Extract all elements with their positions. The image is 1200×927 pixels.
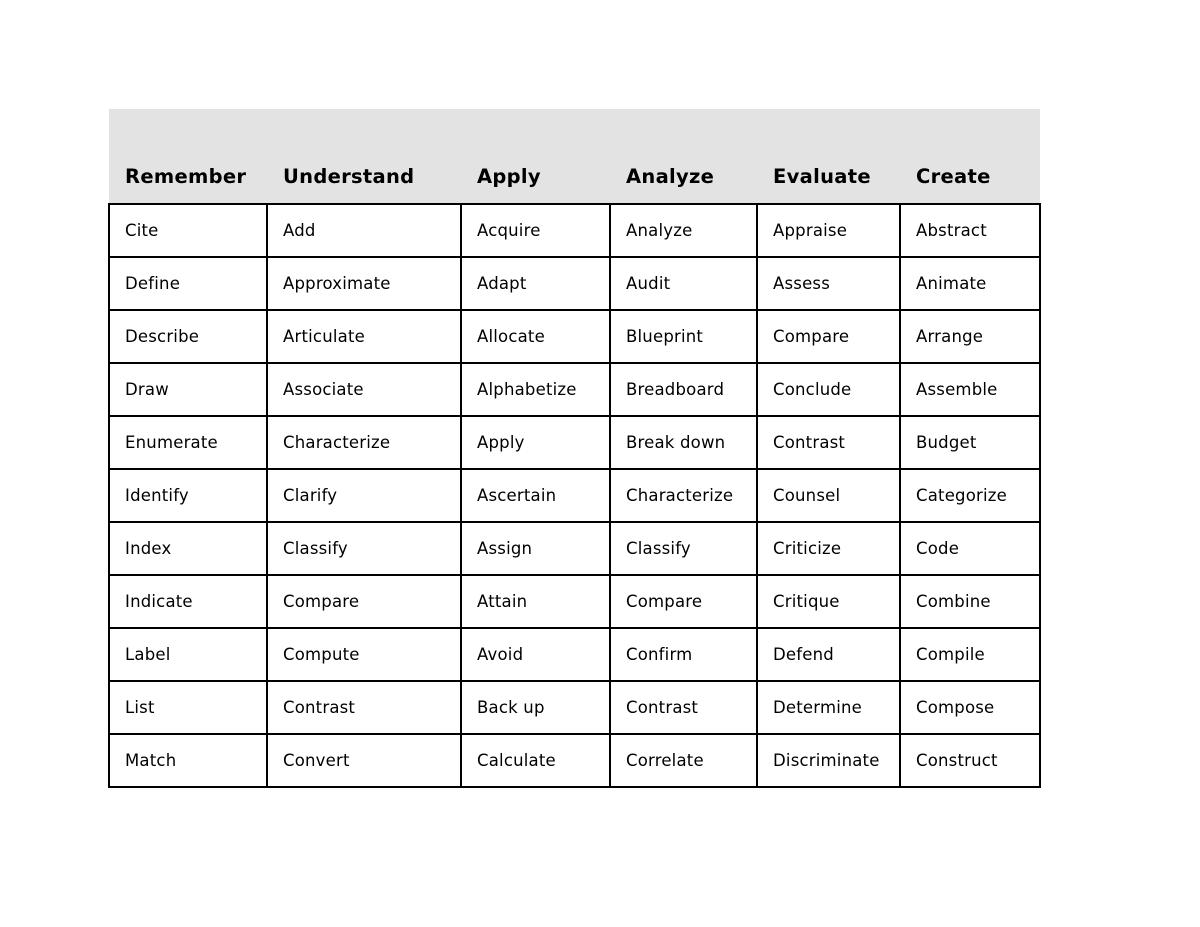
table-cell: Classify bbox=[610, 522, 757, 575]
table-cell: Avoid bbox=[461, 628, 610, 681]
table-cell: Contrast bbox=[610, 681, 757, 734]
table-cell: Contrast bbox=[267, 681, 461, 734]
table-cell: Compose bbox=[900, 681, 1040, 734]
table-cell: Blueprint bbox=[610, 310, 757, 363]
table-row bbox=[109, 681, 1040, 734]
column-header: Create bbox=[900, 109, 1040, 204]
table-header bbox=[109, 109, 1040, 204]
table-cell: Associate bbox=[267, 363, 461, 416]
table-cell: Contrast bbox=[757, 416, 900, 469]
table-cell: Allocate bbox=[461, 310, 610, 363]
table-cell: Criticize bbox=[757, 522, 900, 575]
table-cell: Convert bbox=[267, 734, 461, 787]
table-cell: Compare bbox=[757, 310, 900, 363]
table-cell: Enumerate bbox=[109, 416, 267, 469]
table-cell: Label bbox=[109, 628, 267, 681]
table-cell: Back up bbox=[461, 681, 610, 734]
table-body bbox=[109, 204, 1040, 787]
column-header: Remember bbox=[109, 109, 267, 204]
table-cell: Defend bbox=[757, 628, 900, 681]
table-cell: Break down bbox=[610, 416, 757, 469]
table-cell: Assemble bbox=[900, 363, 1040, 416]
table-cell: Index bbox=[109, 522, 267, 575]
table-cell: Code bbox=[900, 522, 1040, 575]
table-cell: Audit bbox=[610, 257, 757, 310]
table-cell: Budget bbox=[900, 416, 1040, 469]
table-cell: Appraise bbox=[757, 204, 900, 257]
table-cell: Counsel bbox=[757, 469, 900, 522]
table-row bbox=[109, 628, 1040, 681]
table-cell: Arrange bbox=[900, 310, 1040, 363]
blooms-taxonomy-verb-table bbox=[108, 109, 1041, 788]
column-header: Apply bbox=[461, 109, 610, 204]
table-row bbox=[109, 310, 1040, 363]
table-cell: Correlate bbox=[610, 734, 757, 787]
table-cell: Critique bbox=[757, 575, 900, 628]
table-cell: Assign bbox=[461, 522, 610, 575]
table-cell: Analyze bbox=[610, 204, 757, 257]
table-row bbox=[109, 416, 1040, 469]
table-cell: Cite bbox=[109, 204, 267, 257]
table-cell: Indicate bbox=[109, 575, 267, 628]
table-cell: Construct bbox=[900, 734, 1040, 787]
table-cell: Articulate bbox=[267, 310, 461, 363]
table-cell: Approximate bbox=[267, 257, 461, 310]
table-cell: Animate bbox=[900, 257, 1040, 310]
table-cell: Breadboard bbox=[610, 363, 757, 416]
table-cell: Calculate bbox=[461, 734, 610, 787]
table-row bbox=[109, 469, 1040, 522]
table-cell: Acquire bbox=[461, 204, 610, 257]
table-cell: Combine bbox=[900, 575, 1040, 628]
table-row bbox=[109, 204, 1040, 257]
table-cell: Compare bbox=[267, 575, 461, 628]
table-cell: Ascertain bbox=[461, 469, 610, 522]
column-header: Analyze bbox=[610, 109, 757, 204]
column-header: Evaluate bbox=[757, 109, 900, 204]
table-cell: Compute bbox=[267, 628, 461, 681]
table-cell: Compare bbox=[610, 575, 757, 628]
table-cell: Clarify bbox=[267, 469, 461, 522]
table-cell: Describe bbox=[109, 310, 267, 363]
table-cell: Categorize bbox=[900, 469, 1040, 522]
table-cell: Alphabetize bbox=[461, 363, 610, 416]
table-cell: Identify bbox=[109, 469, 267, 522]
table-row bbox=[109, 734, 1040, 787]
table-cell: Add bbox=[267, 204, 461, 257]
table-cell: Discriminate bbox=[757, 734, 900, 787]
header-row bbox=[109, 109, 1040, 204]
table-row bbox=[109, 575, 1040, 628]
table-cell: Determine bbox=[757, 681, 900, 734]
table-cell: Abstract bbox=[900, 204, 1040, 257]
table-cell: Match bbox=[109, 734, 267, 787]
table-cell: Define bbox=[109, 257, 267, 310]
table-cell: Characterize bbox=[267, 416, 461, 469]
table-cell: List bbox=[109, 681, 267, 734]
table-cell: Confirm bbox=[610, 628, 757, 681]
table-cell: Characterize bbox=[610, 469, 757, 522]
table-cell: Classify bbox=[267, 522, 461, 575]
table-cell: Conclude bbox=[757, 363, 900, 416]
table-row bbox=[109, 257, 1040, 310]
table-cell: Adapt bbox=[461, 257, 610, 310]
table-row bbox=[109, 522, 1040, 575]
table-cell: Attain bbox=[461, 575, 610, 628]
table-row bbox=[109, 363, 1040, 416]
column-header: Understand bbox=[267, 109, 461, 204]
table-cell: Assess bbox=[757, 257, 900, 310]
table-cell: Draw bbox=[109, 363, 267, 416]
table-cell: Apply bbox=[461, 416, 610, 469]
table-cell: Compile bbox=[900, 628, 1040, 681]
